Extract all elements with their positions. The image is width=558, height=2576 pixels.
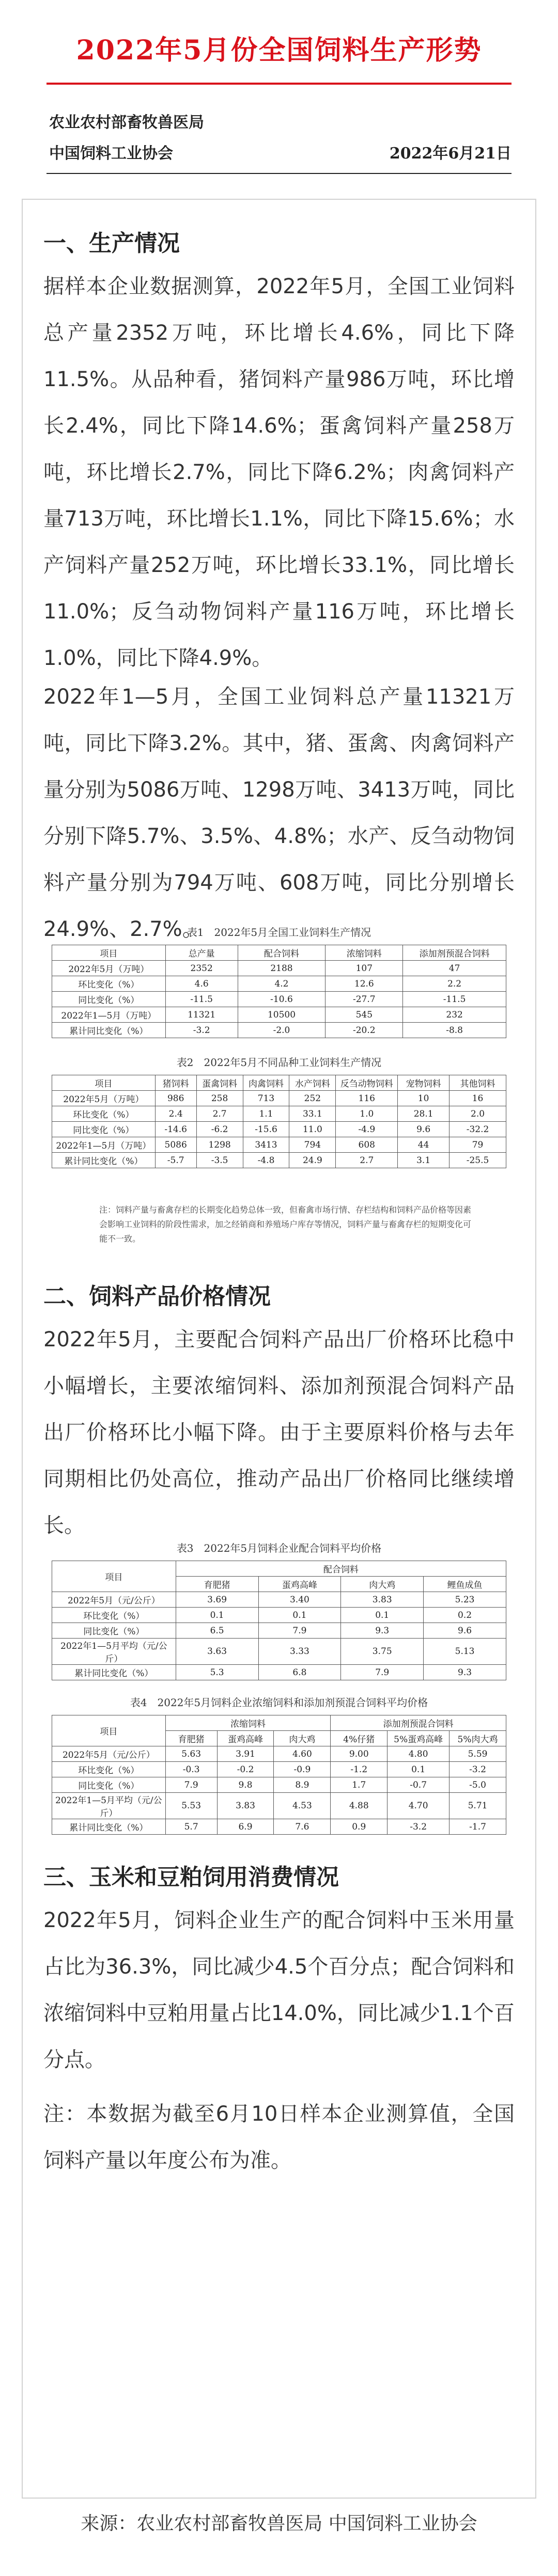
table-cell: -0.3 xyxy=(165,1762,217,1777)
row-label: 环比变化（%） xyxy=(52,1608,176,1623)
table2-caption: 表2 2022年5月不同品种工业饲料生产情况 xyxy=(176,1056,382,1069)
corn-soybean-paragraph: 2022年5月，饲料企业生产的配合饲料中玉米用量占比为36.3%，同比减少4.5个百分点；配合饲料和浓缩饲料中豆粕用量占比14.0%，同比减少1.1个百分点。 xyxy=(43,1909,515,2072)
row-label: 2022年5月（元/公斤） xyxy=(52,1746,166,1762)
row-label: 环比变化（%） xyxy=(52,976,166,992)
row-label: 累计同比变化（%） xyxy=(52,1665,176,1680)
table-row xyxy=(52,1793,506,1819)
table-cell: -14.6 xyxy=(155,1122,196,1137)
table-row xyxy=(52,1007,506,1023)
table-cell: -10.6 xyxy=(238,992,326,1007)
table-cell: -0.9 xyxy=(274,1762,331,1777)
table-cell: 10 xyxy=(398,1091,450,1106)
table-cell: 2352 xyxy=(165,961,238,976)
table-cell: 11.0 xyxy=(289,1122,336,1137)
table4-group-premix: 添加剂预混合饲料 xyxy=(331,1715,506,1731)
table2-col-header: 猪饲料 xyxy=(155,1075,196,1091)
row-label: 累计同比变化（%） xyxy=(52,1153,156,1168)
table-cell: 7.6 xyxy=(274,1819,331,1835)
table-cell: 4.60 xyxy=(274,1746,331,1762)
table-cell: -4.8 xyxy=(243,1153,289,1168)
table3-caption: 表3 2022年5月饲料企业配合饲料平均价格 xyxy=(176,1542,382,1554)
table4-caption: 表4 2022年5月饲料企业浓缩饲料和添加剂预混合饲料平均价格 xyxy=(130,1696,428,1709)
table-cell: 7.9 xyxy=(165,1777,217,1793)
table-cell: 4.70 xyxy=(388,1793,450,1819)
issuer-rule xyxy=(47,173,512,174)
table-cell: -8.8 xyxy=(403,1023,506,1038)
table-cell: 4.53 xyxy=(274,1793,331,1819)
table2-header-row xyxy=(52,1075,506,1091)
table-cell: -2.0 xyxy=(238,1023,326,1038)
table-cell: 9.8 xyxy=(217,1777,274,1793)
table1-caption: 表1 2022年5月全国工业饲料生产情况 xyxy=(187,926,371,939)
table-cell: 5.13 xyxy=(424,1639,506,1665)
row-label: 同比变化（%） xyxy=(52,1777,166,1793)
table-cell: -0.2 xyxy=(217,1762,274,1777)
table-cell: 2.2 xyxy=(403,976,506,992)
table-cell: 252 xyxy=(289,1091,336,1106)
table-cell: -4.9 xyxy=(336,1122,398,1137)
production-paragraph-may: 据样本企业数据测算，2022年5月，全国工业饲料总产量2352万吨，环比增长4.6%，同比下降11.5%。从品种看，猪饲料产量986万吨，环比增长2.4%，同比下降14.6%；蛋禽饲料产量258万吨，环比增长2.7%，同比下降6.2%；肉禽饲料产量713万吨，环比增长1.1%，同比下降15.6%；水产饲料产量252万吨，环比增长33.1%，同比增长11.0%；反刍动物饲料产量116万吨，环比增长1.0%，同比下降4.9%。 xyxy=(43,275,515,670)
table3-compound-feed-prices xyxy=(52,1561,506,1680)
table3-col-header: 肉大鸡 xyxy=(341,1577,424,1592)
table4-col-header: 4%仔猪 xyxy=(331,1731,388,1746)
table2-col-header: 水产饲料 xyxy=(289,1075,336,1091)
table3-group-header: 配合饲料 xyxy=(176,1561,506,1577)
table-cell: 11321 xyxy=(165,1007,238,1023)
table-cell: 4.6 xyxy=(165,976,238,992)
table-cell: 986 xyxy=(155,1091,196,1106)
table3-item-header: 项目 xyxy=(52,1561,176,1592)
table-cell: 6.8 xyxy=(258,1665,341,1680)
section-heading-production: 一、生产情况 xyxy=(43,230,180,257)
table3-col-header: 鲤鱼成鱼 xyxy=(424,1577,506,1592)
table-cell: 3.83 xyxy=(341,1592,424,1608)
table-cell: 3.75 xyxy=(341,1639,424,1665)
table-cell: 545 xyxy=(326,1007,403,1023)
table1-col-header: 配合饲料 xyxy=(238,945,326,961)
table-cell: 4.80 xyxy=(388,1746,450,1762)
table-cell: 4.2 xyxy=(238,976,326,992)
table-cell: 0.1 xyxy=(258,1608,341,1623)
table-cell: 33.1 xyxy=(289,1106,336,1122)
section-heading-corn-soybean: 三、玉米和豆粕饲用消费情况 xyxy=(43,1864,339,1890)
table-row xyxy=(52,1137,506,1153)
table-cell: 5.3 xyxy=(176,1665,258,1680)
row-label: 2022年1—5月（万吨） xyxy=(52,1007,166,1023)
table-row xyxy=(52,1746,506,1762)
table-cell: 2.7 xyxy=(336,1153,398,1168)
table-cell: 3.63 xyxy=(176,1639,258,1665)
table-cell: 9.6 xyxy=(424,1623,506,1639)
table-cell: -3.2 xyxy=(165,1023,238,1038)
table-row xyxy=(52,961,506,976)
table-cell: 7.9 xyxy=(341,1665,424,1680)
table-cell: 1298 xyxy=(196,1137,243,1153)
row-label: 累计同比变化（%） xyxy=(52,1023,166,1038)
table-cell: 0.2 xyxy=(424,1608,506,1623)
table2-varieties xyxy=(52,1075,506,1168)
table-cell: 9.3 xyxy=(424,1665,506,1680)
table2-col-header: 肉禽饲料 xyxy=(243,1075,289,1091)
row-label: 同比变化（%） xyxy=(52,992,166,1007)
table-cell: 3413 xyxy=(243,1137,289,1153)
table2-col-header: 项目 xyxy=(52,1075,156,1091)
table-cell: 1.0 xyxy=(336,1106,398,1122)
table-cell: -1.7 xyxy=(450,1819,506,1835)
table1-col-header: 添加剂预混合饲料 xyxy=(403,945,506,961)
table-cell: -5.7 xyxy=(155,1153,196,1168)
table-row xyxy=(52,1153,506,1168)
table-cell: -25.5 xyxy=(450,1153,506,1168)
table-cell: 2.7 xyxy=(196,1106,243,1122)
table-cell: 713 xyxy=(243,1091,289,1106)
row-label: 2022年1—5月（万吨） xyxy=(52,1137,156,1153)
production-paragraph-jan-may: 2022年1—5月，全国工业饲料总产量11321万吨，同比下降3.2%。其中，猪、蛋禽、肉禽饲料产量分别为5086万吨、1298万吨、3413万吨，同比分别下降5.7%、3.5%、4.8%；水产、反刍动物饲料产量分别为794万吨、608万吨，同比分别增长24.9%、2.7%。 xyxy=(43,685,515,941)
table1-col-header: 浓缩饲料 xyxy=(326,945,403,961)
table-cell: -27.7 xyxy=(326,992,403,1007)
prices-paragraph: 2022年5月，主要配合饲料产品出厂价格环比稳中小幅增长，主要浓缩饲料、添加剂预混合饲料产品出厂价格环比小幅下降。由于主要原料价格与去年同期相比仍处高位，推动产品出厂价格同比继续增长。 xyxy=(43,1328,515,1537)
table-cell: 4.88 xyxy=(331,1793,388,1819)
row-label: 2022年5月（元/公斤） xyxy=(52,1592,176,1608)
table-cell: 16 xyxy=(450,1091,506,1106)
table-cell: 5.7 xyxy=(165,1819,217,1835)
table-cell: 0.1 xyxy=(341,1608,424,1623)
table-cell: 3.83 xyxy=(217,1793,274,1819)
row-label: 2022年5月（万吨） xyxy=(52,1091,156,1106)
table4-group-concentrate: 浓缩饲料 xyxy=(165,1715,331,1731)
table4-item-header: 项目 xyxy=(52,1715,166,1746)
table-row xyxy=(52,1023,506,1038)
table-cell: 7.9 xyxy=(258,1623,341,1639)
data-note: 注：本数据为截至6月10日样本企业测算值，全国饲料产量以年度公布为准。 xyxy=(43,2102,515,2172)
row-label: 2022年1—5月平均（元/公斤） xyxy=(52,1639,176,1665)
table-cell: 3.69 xyxy=(176,1592,258,1608)
table-cell: 3.40 xyxy=(258,1592,341,1608)
table-cell: 24.9 xyxy=(289,1153,336,1168)
table-cell: 12.6 xyxy=(326,976,403,992)
table4-col-header: 5%蛋鸡高峰 xyxy=(388,1731,450,1746)
table-cell: 44 xyxy=(398,1137,450,1153)
table-cell: 232 xyxy=(403,1007,506,1023)
table-cell: 794 xyxy=(289,1137,336,1153)
table-row xyxy=(52,1762,506,1777)
table-cell: 6.9 xyxy=(217,1819,274,1835)
table-row xyxy=(52,976,506,992)
table-cell: -11.5 xyxy=(403,992,506,1007)
row-label: 环比变化（%） xyxy=(52,1762,166,1777)
document-header xyxy=(0,0,558,163)
table1-col-header: 项目 xyxy=(52,945,166,961)
table4-col-header: 肉大鸡 xyxy=(274,1731,331,1746)
table2-col-header: 蛋禽饲料 xyxy=(196,1075,243,1091)
table4-col-header: 5%肉大鸡 xyxy=(450,1731,506,1746)
table-row xyxy=(52,992,506,1007)
row-label: 同比变化（%） xyxy=(52,1122,156,1137)
table-cell: 2.4 xyxy=(155,1106,196,1122)
table4-concentrate-premix-prices xyxy=(52,1715,506,1835)
table-cell: 5.53 xyxy=(165,1793,217,1819)
table-row xyxy=(52,1665,506,1680)
table2-note: 注：饲料产量与畜禽存栏的长期变化趋势总体一致，但畜禽市场行情、存栏结构和饲料产品价格等因素会影响工业饲料的阶段性需求，加之经销商和养殖场户库存等情况，饲料产量与畜禽存栏的短期变化可能不一致。 xyxy=(99,1205,472,1244)
table-cell: 28.1 xyxy=(398,1106,450,1122)
table1-production xyxy=(52,945,506,1038)
table-cell: -0.7 xyxy=(388,1777,450,1793)
table-cell: 0.9 xyxy=(331,1819,388,1835)
table-cell: 258 xyxy=(196,1091,243,1106)
table-cell: 3.91 xyxy=(217,1746,274,1762)
table-cell: -32.2 xyxy=(450,1122,506,1137)
table-cell: 608 xyxy=(336,1137,398,1153)
table-cell: 9.00 xyxy=(331,1746,388,1762)
table-row xyxy=(52,1608,506,1623)
table-cell: 2.0 xyxy=(450,1106,506,1122)
title-rule xyxy=(47,83,512,85)
table-cell: -3.2 xyxy=(388,1819,450,1835)
table-cell: -11.5 xyxy=(165,992,238,1007)
table-cell: 5.63 xyxy=(165,1746,217,1762)
table-row xyxy=(52,1777,506,1793)
table-row xyxy=(52,1623,506,1639)
row-label: 环比变化（%） xyxy=(52,1106,156,1122)
table3-col-header: 蛋鸡高峰 xyxy=(258,1577,341,1592)
table2-col-header: 宠物饲料 xyxy=(398,1075,450,1091)
table-cell: -15.6 xyxy=(243,1122,289,1137)
source-line: 来源：农业农村部畜牧兽医局 中国饲料工业协会 xyxy=(81,2513,477,2534)
table4-col-header: 育肥猪 xyxy=(165,1731,217,1746)
table-cell: 47 xyxy=(403,961,506,976)
table2-col-header: 其他饲料 xyxy=(450,1075,506,1091)
table-cell: -1.2 xyxy=(331,1762,388,1777)
table2-col-header: 反刍动物饲料 xyxy=(336,1075,398,1091)
table-row xyxy=(52,1122,506,1137)
table-cell: 5.59 xyxy=(450,1746,506,1762)
table-row xyxy=(52,1819,506,1835)
table-cell: 9.3 xyxy=(341,1623,424,1639)
publish-date: 2022年6月21日 xyxy=(389,145,512,163)
table-cell: 116 xyxy=(336,1091,398,1106)
table-cell: 107 xyxy=(326,961,403,976)
table-cell: 5.71 xyxy=(450,1793,506,1819)
table-cell: 0.1 xyxy=(176,1608,258,1623)
issuer-association: 中国饲料工业协会 xyxy=(49,145,173,163)
table-row xyxy=(52,1106,506,1122)
table-cell: 8.9 xyxy=(274,1777,331,1793)
issuer-ministry: 农业农村部畜牧兽医局 xyxy=(49,114,204,132)
table-row xyxy=(52,1639,506,1665)
table-cell: 1.7 xyxy=(331,1777,388,1793)
table-cell: 6.5 xyxy=(176,1623,258,1639)
row-label: 2022年1—5月平均（元/公斤） xyxy=(52,1793,166,1819)
table-row xyxy=(52,1592,506,1608)
row-label: 同比变化（%） xyxy=(52,1623,176,1639)
table-cell: 3.1 xyxy=(398,1153,450,1168)
row-label: 累计同比变化（%） xyxy=(52,1819,166,1835)
table-row xyxy=(52,1091,506,1106)
table-cell: -20.2 xyxy=(326,1023,403,1038)
table4-col-header: 蛋鸡高峰 xyxy=(217,1731,274,1746)
table-cell: 79 xyxy=(450,1137,506,1153)
table-cell: 5086 xyxy=(155,1137,196,1153)
table1-header-row xyxy=(52,945,506,961)
page-title: 2022年5月份全国饲料生产形势 xyxy=(76,35,482,66)
table-cell: -3.2 xyxy=(450,1762,506,1777)
table-cell: 9.6 xyxy=(398,1122,450,1137)
table1-col-header: 总产量 xyxy=(165,945,238,961)
table-cell: 3.33 xyxy=(258,1639,341,1665)
table-cell: 10500 xyxy=(238,1007,326,1023)
table-cell: -5.0 xyxy=(450,1777,506,1793)
row-label: 2022年5月（万吨） xyxy=(52,961,166,976)
table3-col-header: 育肥猪 xyxy=(176,1577,258,1592)
table-cell: 5.23 xyxy=(424,1592,506,1608)
table-cell: 0.1 xyxy=(388,1762,450,1777)
table-cell: -6.2 xyxy=(196,1122,243,1137)
table-cell: -3.5 xyxy=(196,1153,243,1168)
section-heading-prices: 二、饲料产品价格情况 xyxy=(43,1283,271,1310)
table-cell: 2188 xyxy=(238,961,326,976)
table-cell: 1.1 xyxy=(243,1106,289,1122)
